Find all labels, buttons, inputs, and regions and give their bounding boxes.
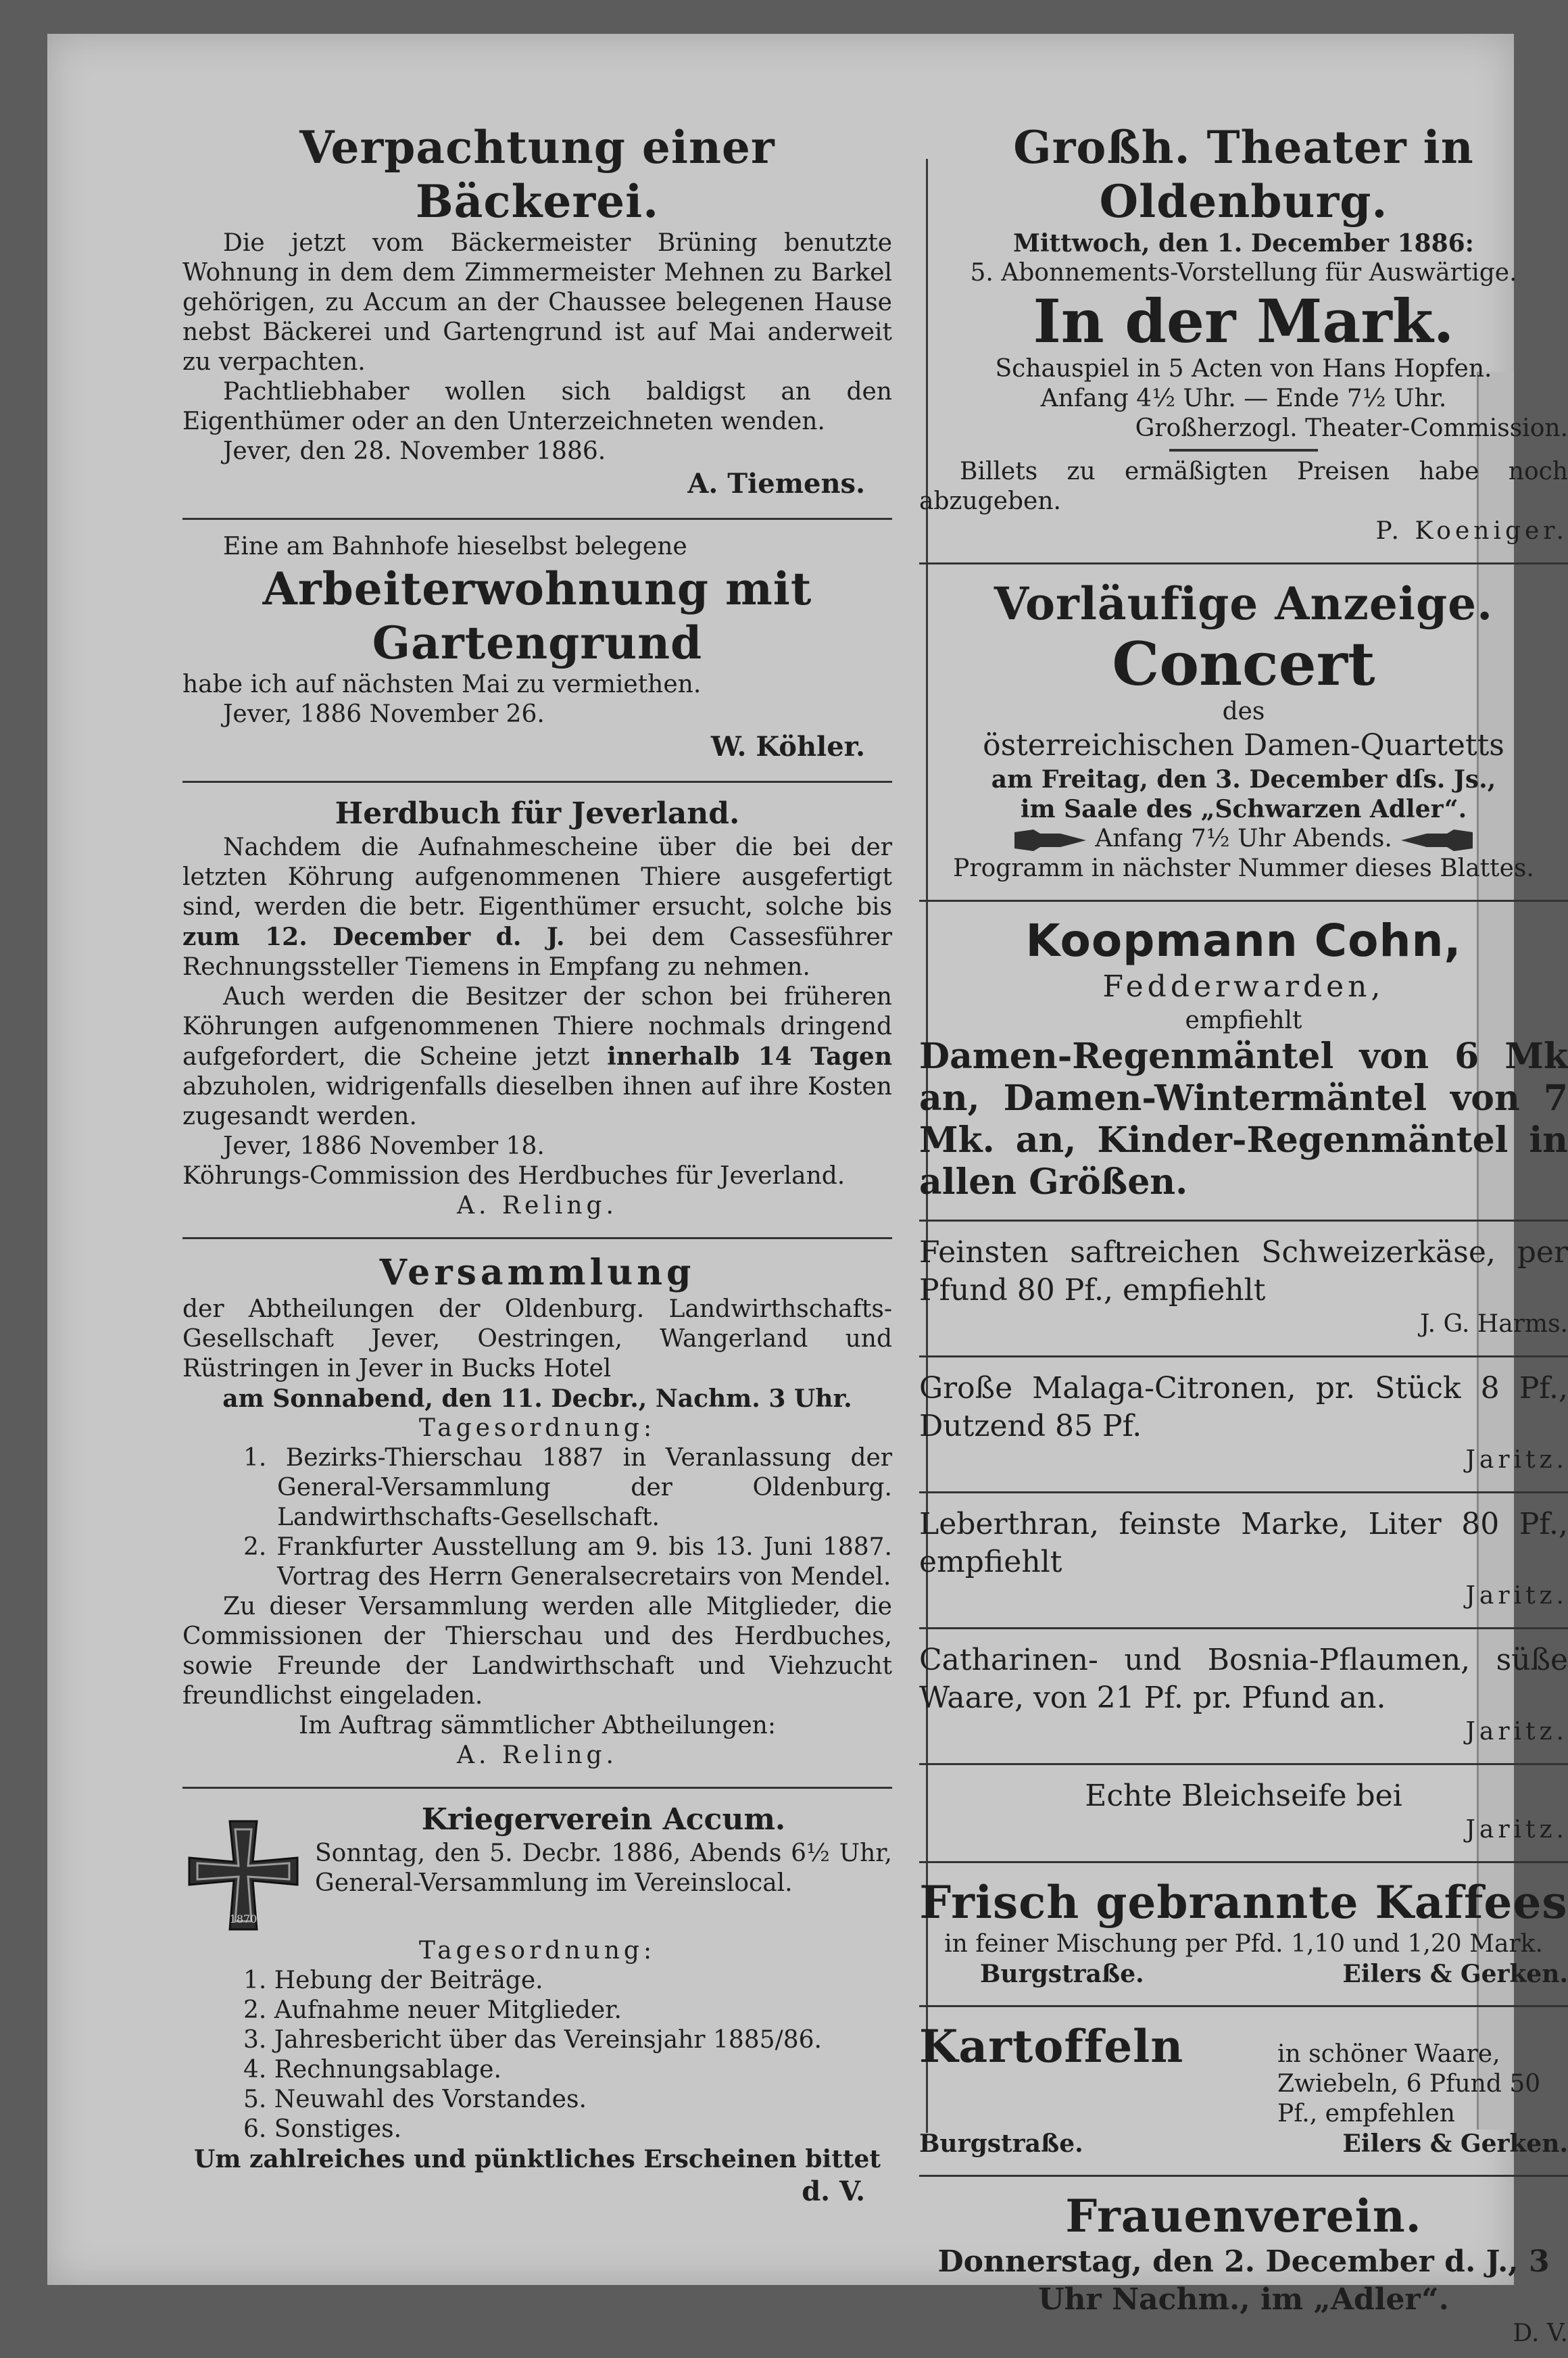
ad-koopmann-cohn [919,909,1568,1213]
list-item: 4. Rechnungsablage. [243,2056,501,2084]
ad-concert [919,571,1568,893]
ad-sub: Schauspiel in 5 Acten von Hans Hopfen. [995,355,1492,383]
divider [919,1627,1568,1629]
ad-place: Fedderwarden, [1102,969,1385,1004]
divider [919,1491,1568,1493]
ad-title: Kartoffeln [919,2020,1184,2073]
ad-closing: Zu dieser Versammlung werden alle Mitglieder, die Commissionen der Thierschau und des Herdbuches, sowie Freunde der Landwirthschaft und Viehzucht freundlichst eingeladen. [182,1593,892,1710]
divider [919,1763,1568,1765]
agenda-title: Tagesordnung: [418,1414,656,1442]
pointing-hand-icon [1400,828,1474,852]
ad-program: Programm in nächster Nummer dieses Blattes. [953,855,1534,882]
ad-signature: Eilers & Gerken. [1342,2130,1568,2158]
divider [182,518,892,520]
ad-date: Jever, 1886 November 26. [223,700,545,728]
divider [182,1237,892,1239]
left-column [182,115,892,2219]
ad-tickets: Billets zu ermäßigten Preisen habe noch abzugeben. [919,458,1568,515]
ad-date: Jever, 1886 November 18. [223,1132,545,1160]
ad-body: in feiner Mischung per Pfd. 1,10 und 1,20 Mark. [944,1930,1543,1958]
ad-title: Versammlung [379,1252,695,1293]
divider [919,1220,1568,1222]
ad-signature: A. Reling. [457,1741,618,1769]
ad-signature: D. V. [1513,2319,1568,2347]
ad-title: Vorläufige Anzeige. [994,577,1494,630]
ad-intro: Eine am Bahnhofe hieselbst belegene [223,533,687,560]
ad-title: Koopmann Cohn, [1025,915,1462,967]
list-item: 3. Jahresbericht über das Vereinsjahr 1885/86. [243,2026,822,2054]
ad-coffee [919,1870,1568,1998]
ad-commission: Köhrungs-Commission des Herdbuches für Jeverland. [182,1162,846,1190]
ad-body: Auch werden die Besitzer der schon bei früheren Köhrungen aufgenommenen Thiere nochmals dringend aufgefordert, die Scheine jetzt innerhalb 14 Tagen abzuholen, widrigenfalls dieselben ihnen auf ihre Kosten zugesandt werden. [182,983,892,1130]
play-title: In der Mark. [1033,286,1454,356]
ad-body: Echte Bleichseife bei [1085,1779,1402,1813]
ad-closing: Um zahlreiches und pünktliches Erscheinen bittet [193,2145,881,2173]
pointing-hand-icon [1013,828,1087,852]
ad-offer: Damen-Regenmäntel von 6 Mk an, Damen-Wintermäntel von 7 Mk. an, Kinder-Regenmäntel in allen Größen. [919,1036,1568,1203]
ad-title: Frisch gebrannte Kaffees [919,1876,1568,1929]
ad-potatoes [919,2014,1568,2168]
ad-signature: Jaritz. [1465,1446,1568,1474]
divider [919,1355,1568,1357]
ad-signature: Eilers & Gerken. [1342,1960,1568,1988]
list-item: 2. Frankfurter Ausstellung am 9. bis 13. Juni 1887. Vortrag des Herrn Generalsecretairs von Mendel. [243,1533,892,1591]
ad-date: Jever, den 28. November 1886. [223,437,606,465]
divider [919,562,1568,564]
right-column [919,115,1568,2358]
ad-signature: A. Tiemens. [687,468,865,500]
ad-mandate: Im Auftrag sämmtlicher Abtheilungen: [298,1712,776,1739]
divider [919,2175,1568,2177]
ad-date: am Sonnabend, den 11. Decbr., Nachm. 3 Uhr. [222,1385,852,1413]
divider [919,900,1568,902]
ad-signature: W. Köhler. [710,731,865,763]
ad-herdbook [182,790,892,1230]
ad-womens-club [919,2184,1568,2358]
ad-body: habe ich auf nächsten Mai zu vermiethen. [182,671,702,698]
ad-signature: Jaritz. [1465,1582,1568,1610]
divider [182,781,892,783]
ad-body: Große Malaga-Citronen, pr. Stück 8 Pf., Dutzend 85 Pf. [919,1371,1568,1443]
ad-title: Gartengrund [372,617,703,669]
list-item: 1. Bezirks-Thierschau 1887 in Veranlassung der General-Versammlung der Oldenburg. Landwirthschafts-Gesellschaft. [243,1444,892,1531]
agenda-list [182,1443,892,1592]
ad-quartet: österreichischen Damen-Quartetts [983,728,1504,763]
ad-signature: P. Koeniger. [1375,517,1568,545]
ad-signature: Jaritz. [1465,1816,1568,1844]
ad-theater [919,115,1568,556]
ad-lemons [919,1364,1568,1485]
concert-title: Concert [1112,629,1375,699]
ad-body: Leberthran, feinste Marke, Liter 80 Pf., empfiehlt [919,1507,1568,1579]
ad-body: Nachdem die Aufnahmescheine über die bei der letzten Köhrung aufgenommenen Thiere ausgefertigt sind, werden die betr. Eigenthümer ersucht, solche bis zum 12. December d. J. bei dem Cassesführer Rechnungssteller Tiemens in Empfang zu nehmen. [182,834,892,981]
ad-des: des [1222,698,1265,725]
divider [919,2005,1568,2007]
ad-veterans-club [182,1796,892,2219]
list-item: 2. Aufnahme neuer Mitglieder. [243,1996,622,2024]
list-item: 1. Hebung der Beiträge. [243,1967,543,1994]
ad-title: Kriegerverein Accum. [421,1802,786,1837]
ad-bleaching-soap [919,1772,1568,1854]
ad-signature: A. Reling. [457,1192,618,1220]
agenda-list [182,1966,892,2144]
ad-street: Burgstraße. [919,2130,1083,2158]
ad-body: Die jetzt vom Bäckermeister Brüning benutzte Wohnung in dem dem Zimmermeister Mehnen zu Barkel gehörigen, zu Accum an der Chaussee belegenen Hause nebst Bäckerei und Gartengrund ist auf Mai anderweit zu verpachten. [182,229,892,376]
ad-signature: d. V. [802,2175,865,2207]
ad-plums [919,1636,1568,1756]
ad-body: in schöner Waare, Zwiebeln, 6 Pfund 50 Pf., empfehlen [1277,2040,1541,2127]
ad-cheese [919,1228,1568,1349]
list-item: 5. Neuwahl des Vorstandes. [243,2086,587,2113]
ad-time: Anfang 7½ Uhr Abends. [1095,825,1392,852]
ad-cod-liver-oil [919,1500,1568,1620]
ad-body: Pachtliebhaber wollen sich baldigst an den Eigenthümer oder an den Unterzeichneten wenden. [182,378,892,435]
divider [919,1861,1568,1863]
ad-commission: Großherzogl. Theater-Commission. [1135,414,1568,442]
ad-title: Arbeiterwohnung mit [262,562,812,615]
ad-body: der Abtheilungen der Oldenburg. Landwirthschafts-Gesellschaft Jever, Oestringen, Wangerland und Rüstringen in Jever in Bucks Hotel [182,1295,892,1382]
ad-signature: J. G. Harms. [1419,1310,1568,1338]
short-rule [1169,449,1318,452]
ad-street: Burgstraße. [980,1960,1144,1988]
list-item: 6. Sonstiges. [243,2115,402,2143]
divider [182,1787,892,1789]
ad-workers-dwelling [182,527,892,774]
iron-cross-icon [182,1814,304,1936]
ad-body: Sonntag, den 5. Decbr. 1886, Abends 6½ Uhr, General-Versammlung im Vereinslocal. [315,1839,892,1897]
ad-place: im Saale des „Schwarzen Adler“. [1020,795,1467,823]
ad-title: Verpachtung einer Bäckerei. [299,121,775,228]
agenda-title: Tagesordnung: [418,1937,656,1965]
ad-time: Anfang 4½ Uhr. — Ende 7½ Uhr. [1040,385,1447,412]
ad-title: Herdbuch für Jeverland. [335,796,740,831]
ad-body: Catharinen- und Bosnia-Pflaumen, süße Waare, von 21 Pf. pr. Pfund an. [919,1643,1568,1715]
ad-signature: Jaritz. [1465,1718,1568,1746]
ad-date: Mittwoch, den 1. December 1886: [1013,229,1474,258]
ad-series: 5. Abonnements-Vorstellung für Auswärtige. [970,259,1517,287]
ad-title: Frauenverein. [1065,2190,1422,2242]
ad-assembly [182,1246,892,1780]
ad-date: am Freitag, den 3. December dſs. Js., [991,765,1496,794]
ad-body: Donnerstag, den 2. December d. J., 3 Uhr Nachm., im „Adler“. [937,2244,1550,2317]
cross-year: 1870 [229,1912,258,1925]
newspaper-page [47,34,1568,2347]
ad-recommends: empfiehlt [1185,1007,1302,1034]
ad-body: Feinsten saftreichen Schweizerkäse, per Pfund 80 Pf., empfiehlt [919,1235,1568,1307]
ad-title: Großh. Theater in Oldenburg. [1013,121,1474,228]
ad-bakery-lease [182,115,892,511]
